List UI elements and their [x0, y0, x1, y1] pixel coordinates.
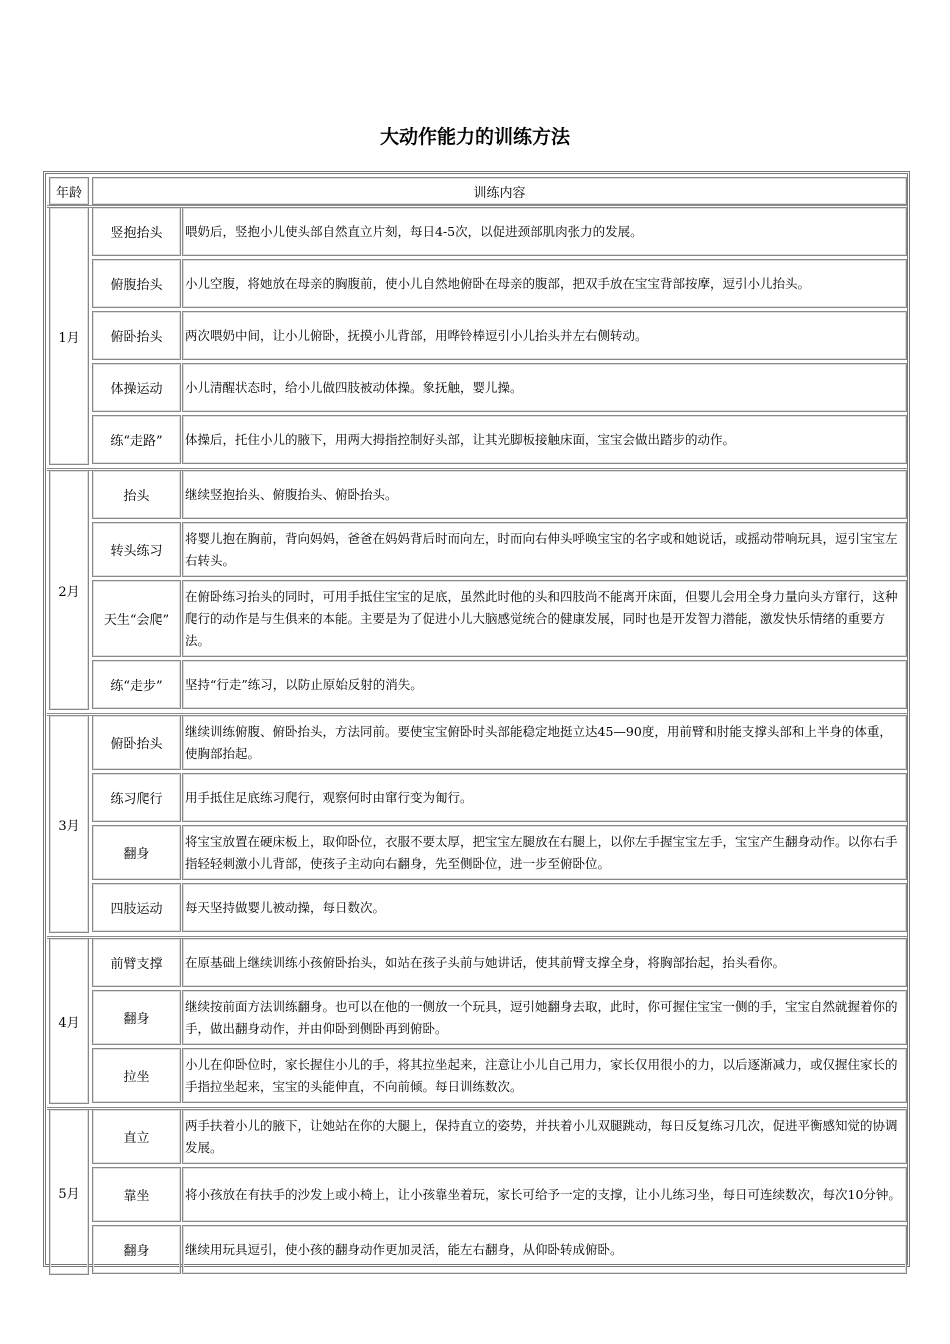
exercise-description: 在原基础上继续训练小孩俯卧抬头，如站在孩子头前与她讲话，使其前臂支撑全身，将胸部抬起，抬头看你。 [182, 938, 907, 987]
exercise-description: 继续训练俯腹、俯卧抬头，方法同前。要使宝宝俯卧时头部能稳定地挺立达45—90度，用前臂和肘能支撑头部和上半身的体重，使胸部抬起。 [182, 715, 907, 770]
exercise-name: 练“走步” [92, 660, 181, 709]
header-content: 训练内容 [92, 177, 907, 205]
exercise-description: 继续竖抱抬头、俯腹抬头、俯卧抬头。 [182, 470, 907, 519]
exercise-description: 坚持“行走”练习，以防止原始反射的消失。 [182, 660, 907, 709]
exercise-name: 前臂支撑 [92, 938, 181, 987]
exercise-description: 继续用玩具逗引，使小孩的翻身动作更加灵活，能左右翻身，从仰卧转成俯卧。 [182, 1225, 907, 1274]
exercise-description: 两次喂奶中间，让小儿俯卧，抚摸小儿背部，用哗铃棒逗引小儿抬头并左右侧转动。 [182, 311, 907, 360]
exercise-name: 翻身 [92, 990, 181, 1045]
exercise-description: 将婴儿抱在胸前，背向妈妈，爸爸在妈妈背后时而向左，时而向右伸头呼唤宝宝的名字或和她说话，或摇动带响玩具，逗引宝宝左右转头。 [182, 522, 907, 577]
exercise-name: 俯卧抬头 [92, 311, 181, 360]
exercise-name: 竖抱抬头 [92, 207, 181, 256]
exercise-name: 俯腹抬头 [92, 259, 181, 308]
exercise-description: 在俯卧练习抬头的同时，可用手抵住宝宝的足底，虽然此时他的头和四肢尚不能离开床面，但婴儿会用全身力量向头方窜行，这种爬行的动作是与生俱来的本能。主要是为了促进小儿大脑感觉统合的健康发展，同时也是开发智力潜能，激发快乐情绪的重要方法。 [182, 580, 907, 657]
age-cell: 2月 [49, 470, 89, 710]
age-cell: 4月 [49, 938, 89, 1104]
exercise-description: 体操后，托住小儿的腋下，用两大拇指控制好头部，让其光脚板接触床面，宝宝会做出踏步的动作。 [182, 415, 907, 464]
exercise-description: 小儿空腹，将她放在母亲的胸腹前，使小儿自然地俯卧在母亲的腹部，把双手放在宝宝背部按摩，逗引小儿抬头。 [182, 259, 907, 308]
header-age: 年龄 [49, 177, 89, 205]
exercise-name: 翻身 [92, 1225, 181, 1274]
exercise-name: 俯卧抬头 [92, 715, 181, 770]
exercise-name: 拉坐 [92, 1048, 181, 1103]
exercise-name: 天生“会爬” [92, 580, 181, 657]
exercise-description: 每天坚持做婴儿被动操，每日数次。 [182, 883, 907, 932]
exercise-name: 练“走路” [92, 415, 181, 464]
exercise-name: 体操运动 [92, 363, 181, 412]
exercise-name: 靠坐 [92, 1167, 181, 1222]
age-cell: 1月 [49, 207, 89, 465]
exercise-name: 抬头 [92, 470, 181, 519]
exercise-name: 直立 [92, 1109, 181, 1164]
exercise-description: 喂奶后，竖抱小儿使头部自然直立片刻，每日4-5次，以促进颈部肌肉张力的发展。 [182, 207, 907, 256]
age-cell: 3月 [49, 715, 89, 933]
training-table [43, 171, 910, 1267]
exercise-name: 转头练习 [92, 522, 181, 577]
exercise-description: 两手扶着小儿的腋下，让她站在你的大腿上，保持直立的姿势，并扶着小儿双腿跳动，每日反复练习几次，促进平衡感知觉的协调发展。 [182, 1109, 907, 1164]
exercise-description: 将小孩放在有扶手的沙发上或小椅上，让小孩靠坐着玩，家长可给予一定的支撑，让小儿练习坐，每日可连续数次，每次10分钟。 [182, 1167, 907, 1222]
page-title: 大动作能力的训练方法 [379, 126, 570, 148]
exercise-name: 练习爬行 [92, 773, 181, 822]
age-cell: 5月 [49, 1109, 89, 1275]
exercise-name: 四肢运动 [92, 883, 181, 932]
exercise-description: 用手抵住足底练习爬行，观察何时由窜行变为匍行。 [182, 773, 907, 822]
exercise-description: 将宝宝放置在硬床板上，取仰卧位，衣服不要太厚，把宝宝左腿放在右腿上，以你左手握宝宝左手，宝宝产生翻身动作。以你右手指轻轻刺激小儿背部，使孩子主动向右翻身，先至侧卧位，进一步至俯卧位。 [182, 825, 907, 880]
exercise-description: 小儿清醒状态时，给小儿做四肢被动体操。象抚触，婴儿操。 [182, 363, 907, 412]
exercise-name: 翻身 [92, 825, 181, 880]
exercise-description: 继续按前面方法训练翻身。也可以在他的一侧放一个玩具，逗引她翻身去取，此时，你可握住宝宝一侧的手，宝宝自然就握着你的手，做出翻身动作，并由仰卧到侧卧再到俯卧。 [182, 990, 907, 1045]
exercise-description: 小儿在仰卧位时，家长握住小儿的手，将其拉坐起来，注意让小儿自己用力，家长仅用很小的力，以后逐渐减力，或仅握住家长的手指拉坐起来，宝宝的头能伸直，不向前倾。每日训练数次。 [182, 1048, 907, 1103]
